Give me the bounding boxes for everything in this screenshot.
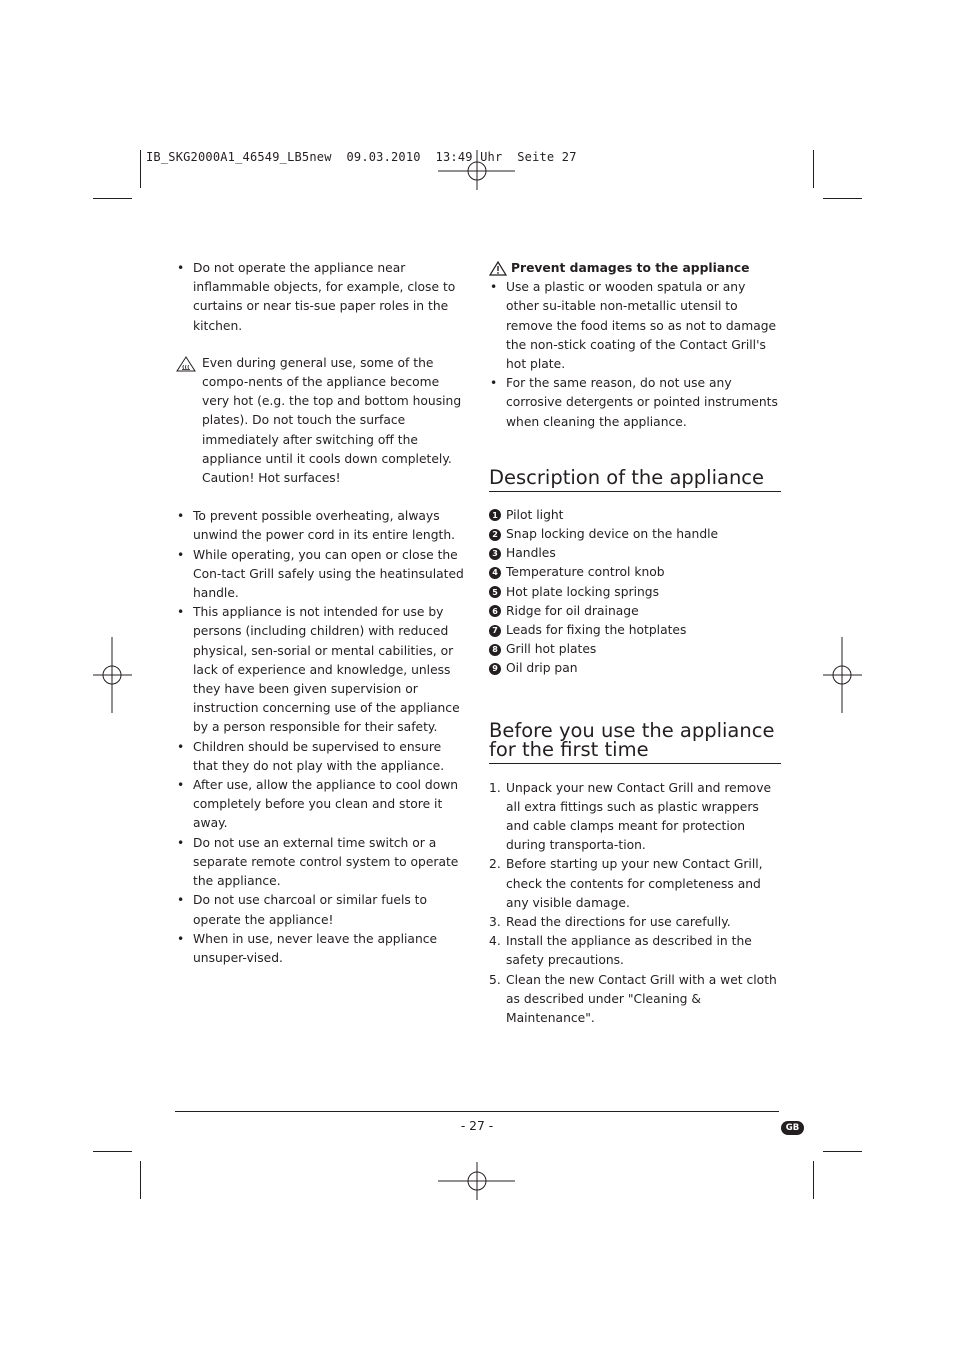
step-item bbox=[489, 779, 781, 856]
safety-bullet-list bbox=[176, 507, 468, 968]
part-item bbox=[489, 621, 781, 640]
step-item bbox=[489, 932, 781, 970]
list-item: • For the same reason, do not use any corrosive detergents or pointed instruments when cleaning the appliance. bbox=[489, 374, 781, 432]
step-text: Clean the new Contact Grill with a wet cloth as described under "Cleaning & Maintenance". bbox=[506, 972, 777, 1026]
list-item: • Use a plastic or wooden spatula or any other su-itable non-metallic utensil to remove the food items so as not to damage the non-stick coating of the Contact Grill's hot plate. bbox=[489, 278, 781, 374]
parts-list bbox=[489, 506, 781, 679]
right-column bbox=[489, 259, 781, 1028]
description-heading bbox=[489, 465, 781, 492]
list-item: • Do not use charcoal or similar fuels to operate the appliance! bbox=[176, 891, 468, 929]
intro-bullet-list bbox=[176, 259, 468, 336]
part-item bbox=[489, 563, 781, 582]
part-number-badge: 8 bbox=[489, 644, 501, 656]
part-number-badge: 7 bbox=[489, 625, 501, 637]
warning-triangle-icon bbox=[489, 261, 507, 276]
part-label: Pilot light bbox=[506, 507, 564, 522]
hot-surface-warning-icon bbox=[176, 356, 196, 372]
part-item bbox=[489, 640, 781, 659]
list-item: • When in use, never leave the appliance unsuper-vised. bbox=[176, 930, 468, 968]
part-number-badge: 3 bbox=[489, 548, 501, 560]
step-number: 3. bbox=[489, 915, 501, 930]
left-column bbox=[176, 259, 468, 968]
step-text: Before starting up your new Contact Grill, check the contents for completeness and any visible damage. bbox=[506, 857, 763, 910]
part-number-badge: 5 bbox=[489, 586, 501, 598]
list-item: • This appliance is not intended for use by persons (including children) with reduced physical, sen-sorial or mental cabilities, or lack of experience and knowledge, unless they have been given supervision or instruction concerning use of the appliance by a person responsible for their safety. bbox=[176, 603, 468, 737]
caution-text: Even during general use, some of the compo-nents of the appliance become very hot (e.g. the top and bottom housing plates). Do not touch the surface immediately after switching off the appliance until it cools down completely. Caution! Hot surfaces! bbox=[202, 355, 462, 486]
part-label: Handles bbox=[506, 546, 556, 561]
page-number: - 27 - bbox=[460, 1119, 494, 1133]
part-number-badge: 9 bbox=[489, 663, 501, 675]
step-text: Install the appliance as described in the safety precautions. bbox=[506, 934, 752, 968]
list-item: • Children should be supervised to ensure that they do not play with the appliance. bbox=[176, 738, 468, 776]
list-item: • Do not operate the appliance near inflammable objects, for example, close to curtains or near tis-sue paper roles in the kitchen. bbox=[176, 259, 468, 336]
first-use-title-line1: Before you use the appliance bbox=[489, 718, 775, 742]
part-item bbox=[489, 602, 781, 621]
first-use-title-line2: for the first time bbox=[489, 737, 649, 761]
step-text: Unpack your new Contact Grill and remove all extra fittings such as plastic wrappers and cable clamps meant for protection during transporta-tion. bbox=[506, 780, 772, 853]
step-number: 1. bbox=[489, 780, 501, 795]
prevent-bullet-list bbox=[489, 278, 781, 432]
first-use-steps bbox=[489, 779, 781, 1029]
part-label: Oil drip pan bbox=[506, 661, 578, 676]
print-slug: IB_SKG2000A1_46549_LB5new 09.03.2010 13:49 Uhr Seite 27 bbox=[146, 150, 577, 164]
list-item: • While operating, you can open or close the Con-tact Grill safely using the heatinsulated handle. bbox=[176, 546, 468, 604]
step-number: 4. bbox=[489, 934, 501, 949]
step-item bbox=[489, 855, 781, 913]
part-number-badge: 6 bbox=[489, 605, 501, 617]
part-item bbox=[489, 525, 781, 544]
part-item bbox=[489, 506, 781, 525]
footer-rule bbox=[175, 1111, 779, 1112]
step-number: 2. bbox=[489, 857, 501, 872]
part-label: Ridge for oil drainage bbox=[506, 603, 639, 618]
description-title: Description of the appliance bbox=[489, 465, 765, 489]
first-use-heading bbox=[489, 718, 781, 764]
step-text: Read the directions for use carefully. bbox=[506, 915, 731, 930]
part-item bbox=[489, 583, 781, 602]
part-label: Grill hot plates bbox=[506, 642, 597, 657]
language-badge: GB bbox=[781, 1121, 804, 1135]
part-label: Temperature control knob bbox=[506, 565, 665, 580]
prevent-damages-title: Prevent damages to the appliance bbox=[511, 261, 750, 275]
part-number-badge: 1 bbox=[489, 509, 501, 521]
part-number-badge: 2 bbox=[489, 529, 501, 541]
step-number: 5. bbox=[489, 972, 501, 987]
part-item bbox=[489, 659, 781, 678]
part-label: Leads for fixing the hotplates bbox=[506, 623, 687, 638]
step-item bbox=[489, 971, 781, 1029]
step-item bbox=[489, 913, 781, 932]
hot-surface-caution bbox=[176, 354, 468, 488]
part-label: Snap locking device on the handle bbox=[506, 527, 719, 542]
part-item bbox=[489, 544, 781, 563]
list-item: • After use, allow the appliance to cool down completely before you clean and store it away. bbox=[176, 776, 468, 834]
list-item: • To prevent possible overheating, always unwind the power cord in its entire length. bbox=[176, 507, 468, 545]
part-label: Hot plate locking springs bbox=[506, 584, 659, 599]
list-item: • Do not use an external time switch or a separate remote control system to operate the appliance. bbox=[176, 834, 468, 892]
part-number-badge: 4 bbox=[489, 567, 501, 579]
prevent-damages-heading bbox=[489, 259, 781, 278]
